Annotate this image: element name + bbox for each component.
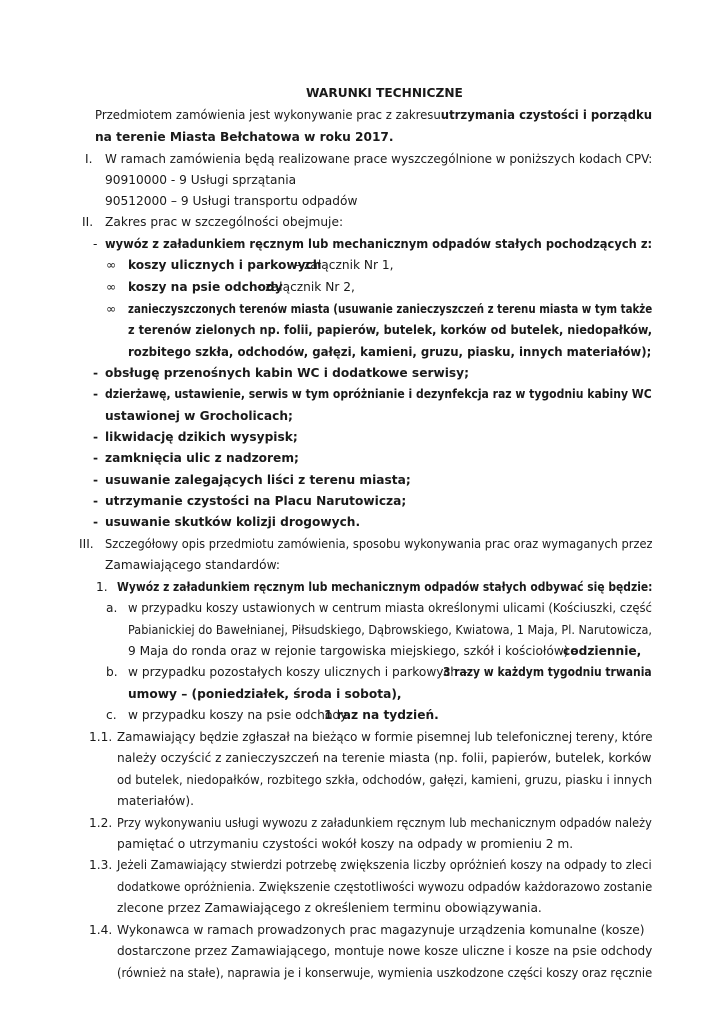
point-b-bold-2: umowy – (poniedziałek, środa i sobota), [128,687,402,701]
point-1 [0,579,724,595]
cpv-code-1: 90910000 - 9 Usługi sprzątania [105,173,297,187]
title-line [0,85,724,101]
scope-item-8 [0,514,724,530]
point-c [0,707,724,723]
section-3-line-2 [0,557,724,573]
scope-item-2 [0,365,724,381]
scope-item-3-text-1: dzierżawę, ustawienie, serwis w tym opróżnianie i dezynfekcja raz w tygodniu kabiny WC [105,387,652,401]
point-b-line-2 [0,686,724,702]
point-1-4-number: 1.4. [89,923,113,937]
section-2-heading [0,214,724,230]
scope-sub-3-text-1: zanieczyszczonych terenów miasta (usuwanie zanieczyszczeń z terenu miasta w tym także [128,302,653,316]
scope-sub-3-text-2: z terenów zielonych np. folii, papierów, butelek, korków od butelek, niedopałków, [128,323,653,337]
scope-sub-1-rest: – załącznik Nr 1, [294,258,394,272]
section-1-text: W ramach zamówienia będą realizowane prace wyszczególnione w poniższych kodach CPV: [105,152,653,166]
point-c-bold: 1 raz na tydzień. [324,708,439,722]
intro-bold-2: na terenie Miasta Bełchatowa w roku 2017. [95,130,394,144]
scope-item-1 [0,236,724,252]
scope-item-3-line-1 [0,386,724,402]
point-1-3-text-1: Jeżeli Zamawiający stwierdzi potrzebę zwiększenia liczby opróżnień koszy na odpady to zleci [117,858,652,872]
dash: - [93,473,99,487]
point-1-3-line-2 [0,879,724,895]
point-a-text-3: 9 Maja do ronda oraz w rejonie targowiska miejskiego, szkół i kościołów) – [128,644,579,658]
scope-item-3-line-2 [0,408,724,424]
scope-sub-2 [0,279,724,295]
scope-sub-3-line-1 [0,301,724,317]
cpv-line-1 [0,172,724,188]
point-1-2-line-1 [0,815,724,831]
point-1-2-line-2 [0,836,724,852]
point-1-1-number: 1.1. [89,730,113,744]
scope-item-4-text: likwidację dzikich wysypisk; [105,430,298,444]
scope-item-2-text: obsługę przenośnych kabin WC i dodatkowe serwisy; [105,366,469,380]
scope-sub-1 [0,257,724,273]
point-1-3-text-3: zlecone przez Zamawiającego z określeniem terminu obowiązywania. [117,901,542,915]
bullet-icon: ∞ [106,258,117,272]
point-b-text-1: w przypadku pozostałych koszy ulicznych i parkowych – [128,665,468,679]
section-2-text: Zakres prac w szczególności obejmuje: [105,215,344,229]
point-1-4-line-3 [0,965,724,981]
point-a-text-2: Pabianickiej do Bawełnianej, Piłsudskiego, Dąbrowskiego, Kwiatowa, 1 Maja, Pl. Narutowicza, [128,623,653,637]
scope-sub-1-bold: koszy ulicznych i parkowych [128,258,322,272]
section-3-number: III. [79,537,94,551]
point-1-3-line-3 [0,900,724,916]
scope-sub-2-bold: koszy na psie odchody [128,280,283,294]
dash: - [93,515,99,529]
point-a-line-1 [0,600,724,616]
point-1-1-line-3 [0,772,724,788]
intro-bold: utrzymania czystości i porządku [440,108,653,122]
point-a-line-3 [0,643,724,659]
scope-item-4 [0,429,724,445]
point-1-1-text-2: należy oczyścić z zanieczyszczeń na terenie miasta (np. folii, papierów, butelek, korków [117,751,652,765]
scope-sub-3-line-2 [0,322,724,338]
point-1-text: Wywóz z załadunkiem ręcznym lub mechanicznym odpadów stałych odbywać się będzie: [117,580,653,594]
point-1-1-text-1: Zamawiający będzie zgłaszał na bieżąco w formie pisemnej lub telefonicznej tereny, które [117,730,653,744]
point-a-number: a. [106,601,118,615]
point-1-3-line-1 [0,857,724,873]
point-1-1-text-4: materiałów). [117,794,194,808]
point-1-4-text-3: (również na stałe), naprawia je i konserwuje, wymienia uszkodzone części koszy oraz ręcznie [117,966,653,980]
point-a-line-2 [0,622,724,638]
section-2-number: II. [82,215,94,229]
dash: - [93,494,99,508]
scope-item-5 [0,450,724,466]
point-1-4-line-1 [0,922,724,938]
dash: - [93,387,99,401]
intro-text: Przedmiotem zamówienia jest wykonywanie prac z zakresu [95,108,441,122]
cpv-line-2 [0,193,724,209]
point-b-line-1 [0,664,724,680]
point-a-text-1: w przypadku koszy ustawionych w centrum miasta określonymi ulicami (Kościuszki, część [128,601,652,615]
point-1-2-text-1: Przy wykonywaniu usługi wywozu z załadunkiem ręcznym lub mechanicznym odpadów należy [117,816,652,830]
point-c-text: w przypadku koszy na psie odchody [128,708,348,722]
point-1-4-text-2: dostarczone przez Zamawiającego, montuje nowe kosze uliczne i kosze na psie odchody [117,944,653,958]
scope-item-6-text: usuwanie zalegających liści z terenu miasta; [105,473,411,487]
bullet-icon: ∞ [106,280,117,294]
dash: - [93,237,98,251]
point-a-bold: codziennie, [563,644,642,658]
dash: - [93,451,99,465]
point-1-1-line-4 [0,793,724,809]
scope-item-1-text: wywóz z załadunkiem ręcznym lub mechanicznym odpadów stałych pochodzących z: [105,237,653,251]
section-1-number: I. [85,152,93,166]
scope-item-8-text: usuwanie skutków kolizji drogowych. [105,515,361,529]
scope-sub-2-rest: - załącznik Nr 2, [257,280,355,294]
section-3-text-2: Zamawiającego standardów: [105,558,281,572]
section-3-heading [0,536,724,552]
dash: - [93,366,99,380]
section-1-heading [0,151,724,167]
intro-line-1 [0,107,724,123]
point-1-number: 1. [96,580,108,594]
intro-line-2 [0,129,724,145]
point-b-number: b. [106,665,118,679]
scope-item-5-text: zamknięcia ulic z nadzorem; [105,451,299,465]
point-1-1-line-2 [0,750,724,766]
point-1-1-line-1 [0,729,724,745]
scope-sub-3-text-3: rozbitego szkła, odchodów, gałęzi, kamieni, gruzu, piasku, innych materiałów); [128,345,652,359]
page-title: WARUNKI TECHNICZNE [306,86,463,100]
point-1-1-text-3: od butelek, niedopałków, rozbitego szkła, odchodów, gałęzi, kamieni, gruzu, piasku i innych [117,773,653,787]
bullet-icon: ∞ [106,302,117,316]
point-1-4-line-2 [0,943,724,959]
point-b-bold-1: 3 razy w każdym tygodniu trwania [443,665,652,679]
dash: - [93,430,99,444]
cpv-code-2: 90512000 – 9 Usługi transportu odpadów [105,194,358,208]
point-c-number: c. [106,708,117,722]
scope-item-3-text-2: ustawionej w Grocholicach; [105,409,293,423]
section-3-text-1: Szczegółowy opis przedmiotu zamówienia, sposobu wykonywania prac oraz wymaganych przez [105,537,653,551]
point-1-2-text-2: pamiętać o utrzymaniu czystości wokół koszy na odpady w promieniu 2 m. [117,837,574,851]
point-1-3-number: 1.3. [89,858,113,872]
point-1-2-number: 1.2. [89,816,113,830]
scope-sub-3-line-3 [0,344,724,360]
point-1-4-text-1: Wykonawca w ramach prowadzonych prac magazynuje urządzenia komunalne (kosze) [117,923,645,937]
scope-item-7 [0,493,724,509]
scope-item-6 [0,472,724,488]
point-1-3-text-2: dodatkowe opróżnienia. Zwiększenie częstotliwości wywozu odpadów każdorazowo zostanie [117,880,653,894]
scope-item-7-text: utrzymanie czystości na Placu Narutowicza; [105,494,407,508]
